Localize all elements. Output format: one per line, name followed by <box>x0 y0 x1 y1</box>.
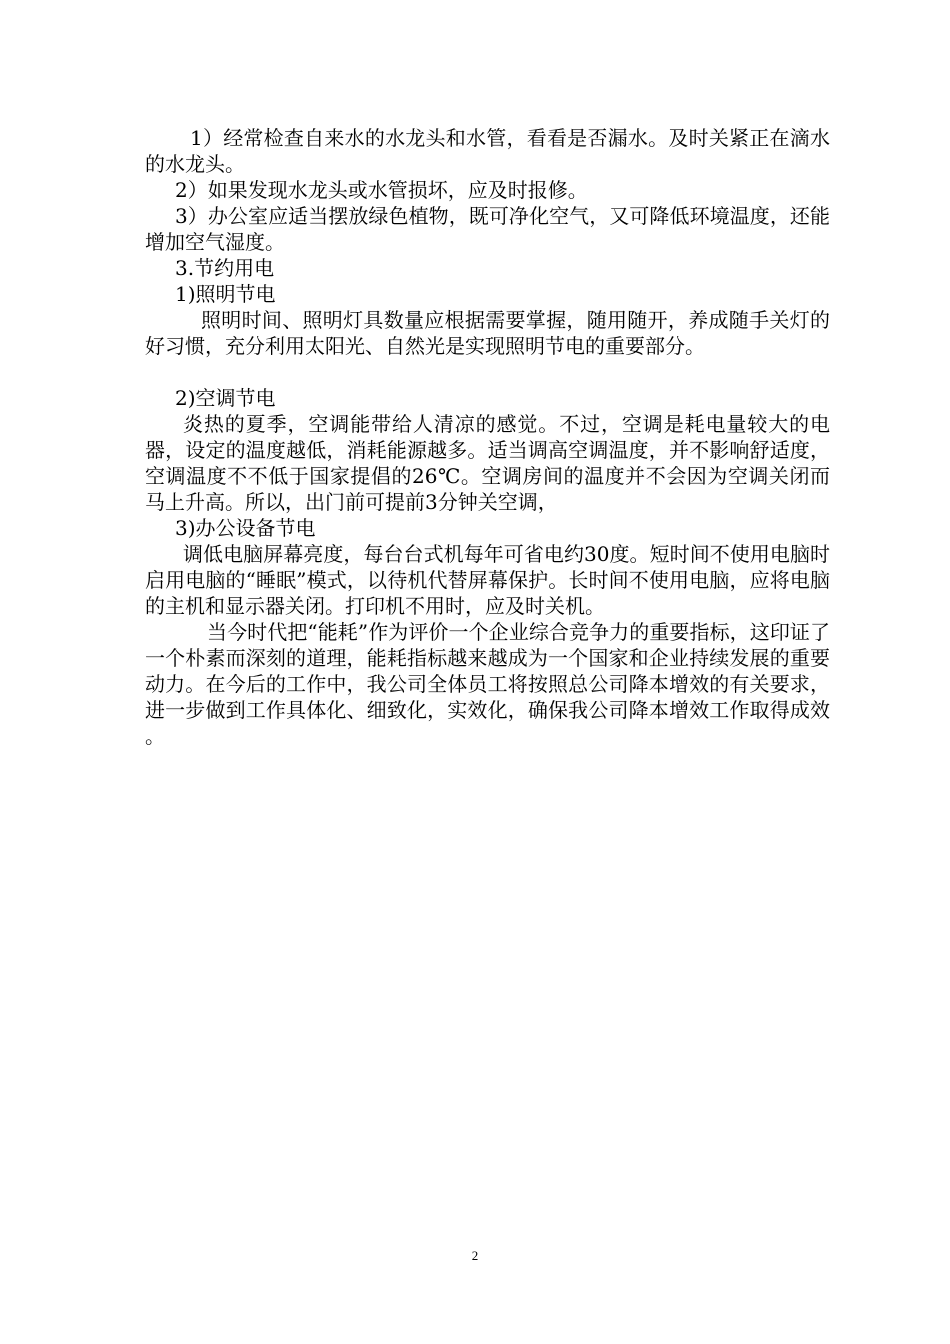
paragraph-green-plants: 3）办公室应适当摆放绿色植物，既可净化空气，又可降低环境温度，还能增加空气湿度。 <box>145 204 830 254</box>
section-heading-save-electricity: 3.节约用电 <box>175 256 275 280</box>
page-number: 2 <box>471 1248 479 1263</box>
blank-line <box>145 359 830 385</box>
paragraph-conclusion: 当今时代把“能耗”作为评价一个企业综合竞争力的重要指标，这印证了一个朴素而深刻的道理，能耗指标越来越成为一个国家和企业持续发展的重要动力。在今后的工作中，我公司全体员工将按照总公司降本增效的有关要求，进一步做到工作具体化、细致化，实效化，确保我公司降本增效工作取得成效 。 <box>145 620 830 748</box>
subheading-air-conditioning: 2)空调节电 <box>175 386 276 410</box>
paragraph-report-repair: 2）如果发现水龙头或水管损坏，应及时报修。 <box>175 178 588 202</box>
paragraph-check-taps: 1）经常检查自来水的水龙头和水管，看看是否漏水。及时关紧正在滴水的水龙头。 <box>145 126 830 176</box>
paragraph-air-conditioning: 炎热的夏季，空调能带给人清凉的感觉。不过，空调是耗电量较大的电器，设定的温度越低，消耗能源越多。适当调高空调温度，并不影响舒适度，空调温度不不低于国家提倡的26℃。空调房间的温度并不会因为空调关闭而马上升高。所以，出门前可提前3分钟关空调， <box>145 412 830 514</box>
paragraph-office-equipment: 调低电脑屏幕亮度，每台台式机每年可省电约30度。短时间不使用电脑时启用电脑的“睡眠”模式，以待机代替屏幕保护。长时间不使用电脑，应将电脑的主机和显示器关闭。打印机不用时，应及时关机。 <box>145 542 830 618</box>
subheading-office-equipment: 3)办公设备节电 <box>175 516 316 540</box>
paragraph-lighting: 照明时间、照明灯具数量应根据需要掌握，随用随开，养成随手关灯的好习惯，充分利用太阳光、自然光是实现照明节电的重要部分。 <box>145 308 830 358</box>
document-body <box>145 125 830 749</box>
subheading-lighting: 1)照明节电 <box>175 282 276 306</box>
